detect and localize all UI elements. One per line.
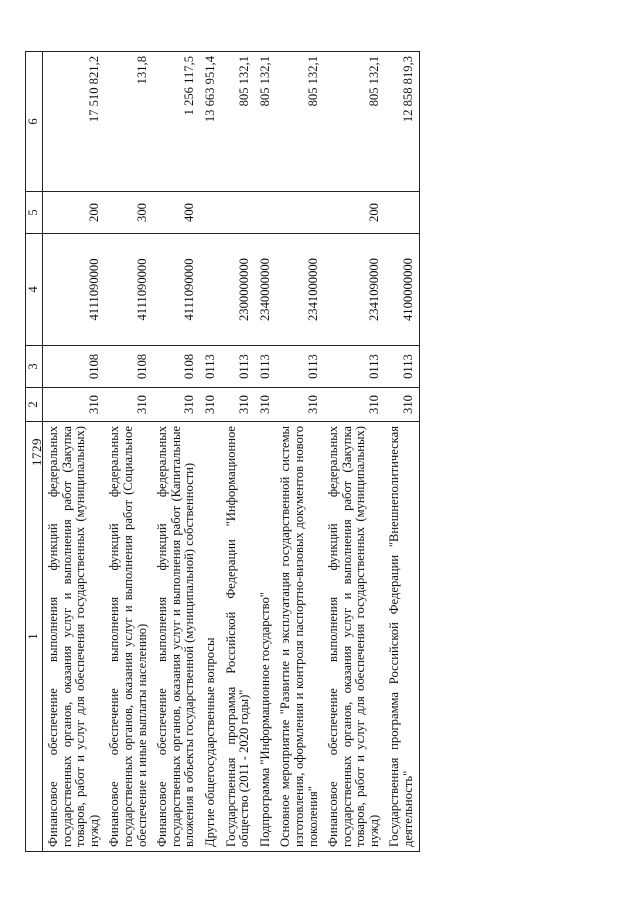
row-target: 2340000000 — [255, 234, 276, 346]
table-row — [104, 52, 152, 852]
row-ministry: 310 — [366, 395, 381, 414]
row-name: Основное мероприятие "Развитие и эксплуатация государственной системы изготовления, оформления и контроля паспортно-визовых документов нового поколения" — [275, 422, 323, 852]
table-row — [200, 52, 221, 852]
row-target — [200, 234, 221, 346]
row-amount: 805 132,1 — [275, 52, 323, 192]
row-target: 2341090000 — [323, 234, 384, 346]
row-name: Финансовое обеспечение выполнения функций федеральных государственных органов, оказания услуг и выполнения работ (Капитальные вложения в объекты государственной (муниципальной) собственности) — [152, 422, 200, 852]
row-ministry: 310 — [134, 395, 149, 414]
row-expense: 200 — [43, 192, 105, 234]
row-ministry: 310 — [86, 395, 101, 414]
row-target: 2341000000 — [275, 234, 323, 346]
row-ministry: 310 — [202, 395, 217, 414]
row-amount: 805 132,1 — [255, 52, 276, 192]
row-target: 4100000000 — [384, 234, 419, 346]
row-section: 0113 — [323, 346, 384, 388]
row-name: Финансовое обеспечение выполнения функций федеральных государственных органов, оказания услуг и выполнения работ (Закупка товаров, работ и услуг для обеспечения государственных (муниципальных) нужд) — [43, 422, 105, 852]
row-name: Государственная программа Российской Федерации "Информационное общество (2011 - 2020 годы)" — [221, 422, 255, 852]
row-expense — [221, 192, 255, 234]
header-col-1: 1 — [26, 422, 43, 852]
row-name: Другие общегосударственные вопросы — [200, 422, 221, 852]
row-amount: 12 858 819,3 — [384, 52, 419, 192]
header-col-5: 5 — [26, 192, 43, 234]
row-amount: 17 510 821,2 — [43, 52, 105, 192]
row-amount: 805 132,1 — [323, 52, 384, 192]
page-number: 1729 — [29, 438, 44, 466]
row-expense — [384, 192, 419, 234]
row-section: 0113 — [221, 346, 255, 388]
header-col-6: 6 — [26, 52, 43, 192]
header-col-4: 4 — [26, 234, 43, 346]
table-row — [221, 52, 255, 852]
table-row — [275, 52, 323, 852]
rotated-table-container — [25, 52, 615, 852]
row-target: 4111090000 — [104, 234, 152, 346]
row-section: 0113 — [384, 346, 419, 388]
row-expense — [255, 192, 276, 234]
row-ministry: 310 — [384, 388, 419, 422]
row-section: 0108 — [104, 346, 152, 388]
row-target: 4111090000 — [152, 234, 200, 346]
row-target: 4111090000 — [43, 234, 105, 346]
table-row — [152, 52, 200, 852]
row-name: Финансовое обеспечение выполнения функций федеральных государственных органов, оказания услуг и выполнения работ (Закупка товаров, работ и услуг для обеспечения государственных (муниципальных) нужд) — [323, 422, 384, 852]
row-amount: 1 256 117,5 — [152, 52, 200, 192]
row-section: 0108 — [43, 346, 105, 388]
row-section: 0108 — [152, 346, 200, 388]
row-ministry: 310 — [257, 395, 272, 414]
row-ministry: 310 — [237, 395, 252, 414]
row-ministry: 310 — [182, 395, 197, 414]
row-amount: 805 132,1 — [221, 52, 255, 192]
row-amount: 13 663 951,4 — [200, 52, 221, 192]
row-name: Подпрограмма "Информационное государство" — [255, 422, 276, 852]
table-row — [384, 52, 419, 852]
header-col-3: 3 — [26, 346, 43, 388]
row-expense: 300 — [104, 192, 152, 234]
header-col-2: 2 — [26, 388, 43, 422]
row-expense — [200, 192, 221, 234]
table-row — [43, 52, 105, 852]
row-ministry: 310 — [305, 395, 320, 414]
row-section: 0113 — [200, 346, 221, 388]
row-section: 0113 — [255, 346, 276, 388]
row-amount: 131,8 — [104, 52, 152, 192]
row-section: 0113 — [275, 346, 323, 388]
table-header-row — [26, 52, 43, 852]
row-target: 2300000000 — [221, 234, 255, 346]
row-expense — [275, 192, 323, 234]
row-expense: 200 — [323, 192, 384, 234]
row-expense: 400 — [152, 192, 200, 234]
budget-table — [25, 51, 420, 852]
table-row — [323, 52, 384, 852]
row-name: Финансовое обеспечение выполнения функций федеральных государственных органов, оказания услуг и выполнения работ (Социальное обеспечение и иные выплаты населению) — [104, 422, 152, 852]
row-name: Государственная программа Российской Федерации "Внешнеполитическая деятельность" — [384, 422, 419, 852]
table-row — [255, 52, 276, 852]
